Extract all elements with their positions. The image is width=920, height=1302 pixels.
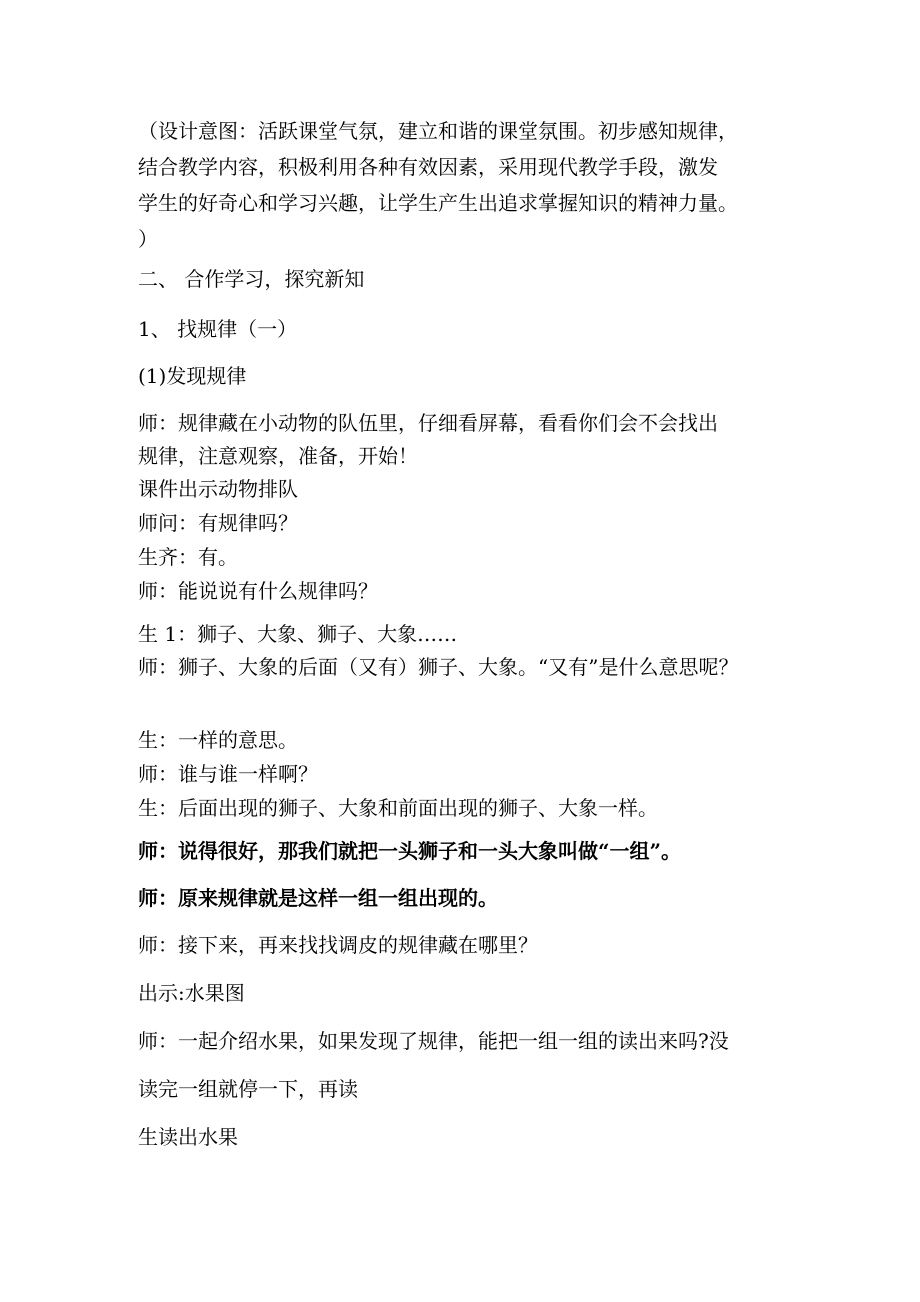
student-line-1: 生：一样的意思。 [138, 728, 298, 752]
display-line: 出示:水果图 [138, 981, 245, 1005]
teacher-line-1: 师：规律藏在小动物的队伍里，仔细看屏幕，看看你们会不会找出 [138, 411, 718, 435]
section-heading: 二、 合作学习，探究新知 [138, 267, 365, 291]
teacher-line-2: 规律，注意观察，准备，开始！ [138, 444, 418, 468]
student-line-2: 生：后面出现的狮子、大象和前面出现的狮子、大象一样。 [138, 796, 658, 820]
teacher-question-line: 师问：有规律吗？ [138, 511, 298, 535]
teacher-line-7: 师：一起介绍水果，如果发现了规律，能把一组一组的读出来吗?没 [138, 1029, 729, 1053]
subsection-heading: 1、 找规律（一） [138, 317, 298, 341]
teacher-line-5: 师：谁与谁一样啊？ [138, 762, 318, 786]
teacher-bold-line-1: 师：说得很好，那我们就把一头狮子和一头大象叫做“一组”。 [138, 839, 682, 863]
students-answer-line: 生齐：有。 [138, 545, 238, 569]
step-heading: (1)发现规律 [138, 364, 247, 388]
teacher-line-4: 师：狮子、大象的后面（又有）狮子、大象。“又有”是什么意思呢？ [138, 655, 739, 679]
student-reading-line: 生读出水果 [138, 1125, 238, 1149]
teacher-line-3: 师：能说说有什么规律吗？ [138, 579, 378, 603]
courseware-line: 课件出示动物排队 [138, 477, 298, 501]
design-intent-line-1: （设计意图：活跃课堂气氛，建立和谐的课堂氛围。初步感知规律， [138, 119, 738, 143]
teacher-line-8: 读完一组就停一下，再读 [138, 1077, 358, 1101]
design-intent-line-3: 学生的好奇心和学习兴趣，让学生产生出追求掌握知识的精神力量。 [138, 191, 738, 215]
student-1-line: 生 1：狮子、大象、狮子、大象…… [138, 622, 458, 646]
teacher-line-6: 师：接下来，再来找找调皮的规律藏在哪里？ [138, 933, 538, 957]
design-intent-line-4: ） [138, 227, 158, 251]
design-intent-line-2: 结合教学内容，积极利用各种有效因素，采用现代教学手段，激发 [138, 155, 718, 179]
teacher-bold-line-2: 师：原来规律就是这样一组一组出现的。 [138, 886, 498, 910]
